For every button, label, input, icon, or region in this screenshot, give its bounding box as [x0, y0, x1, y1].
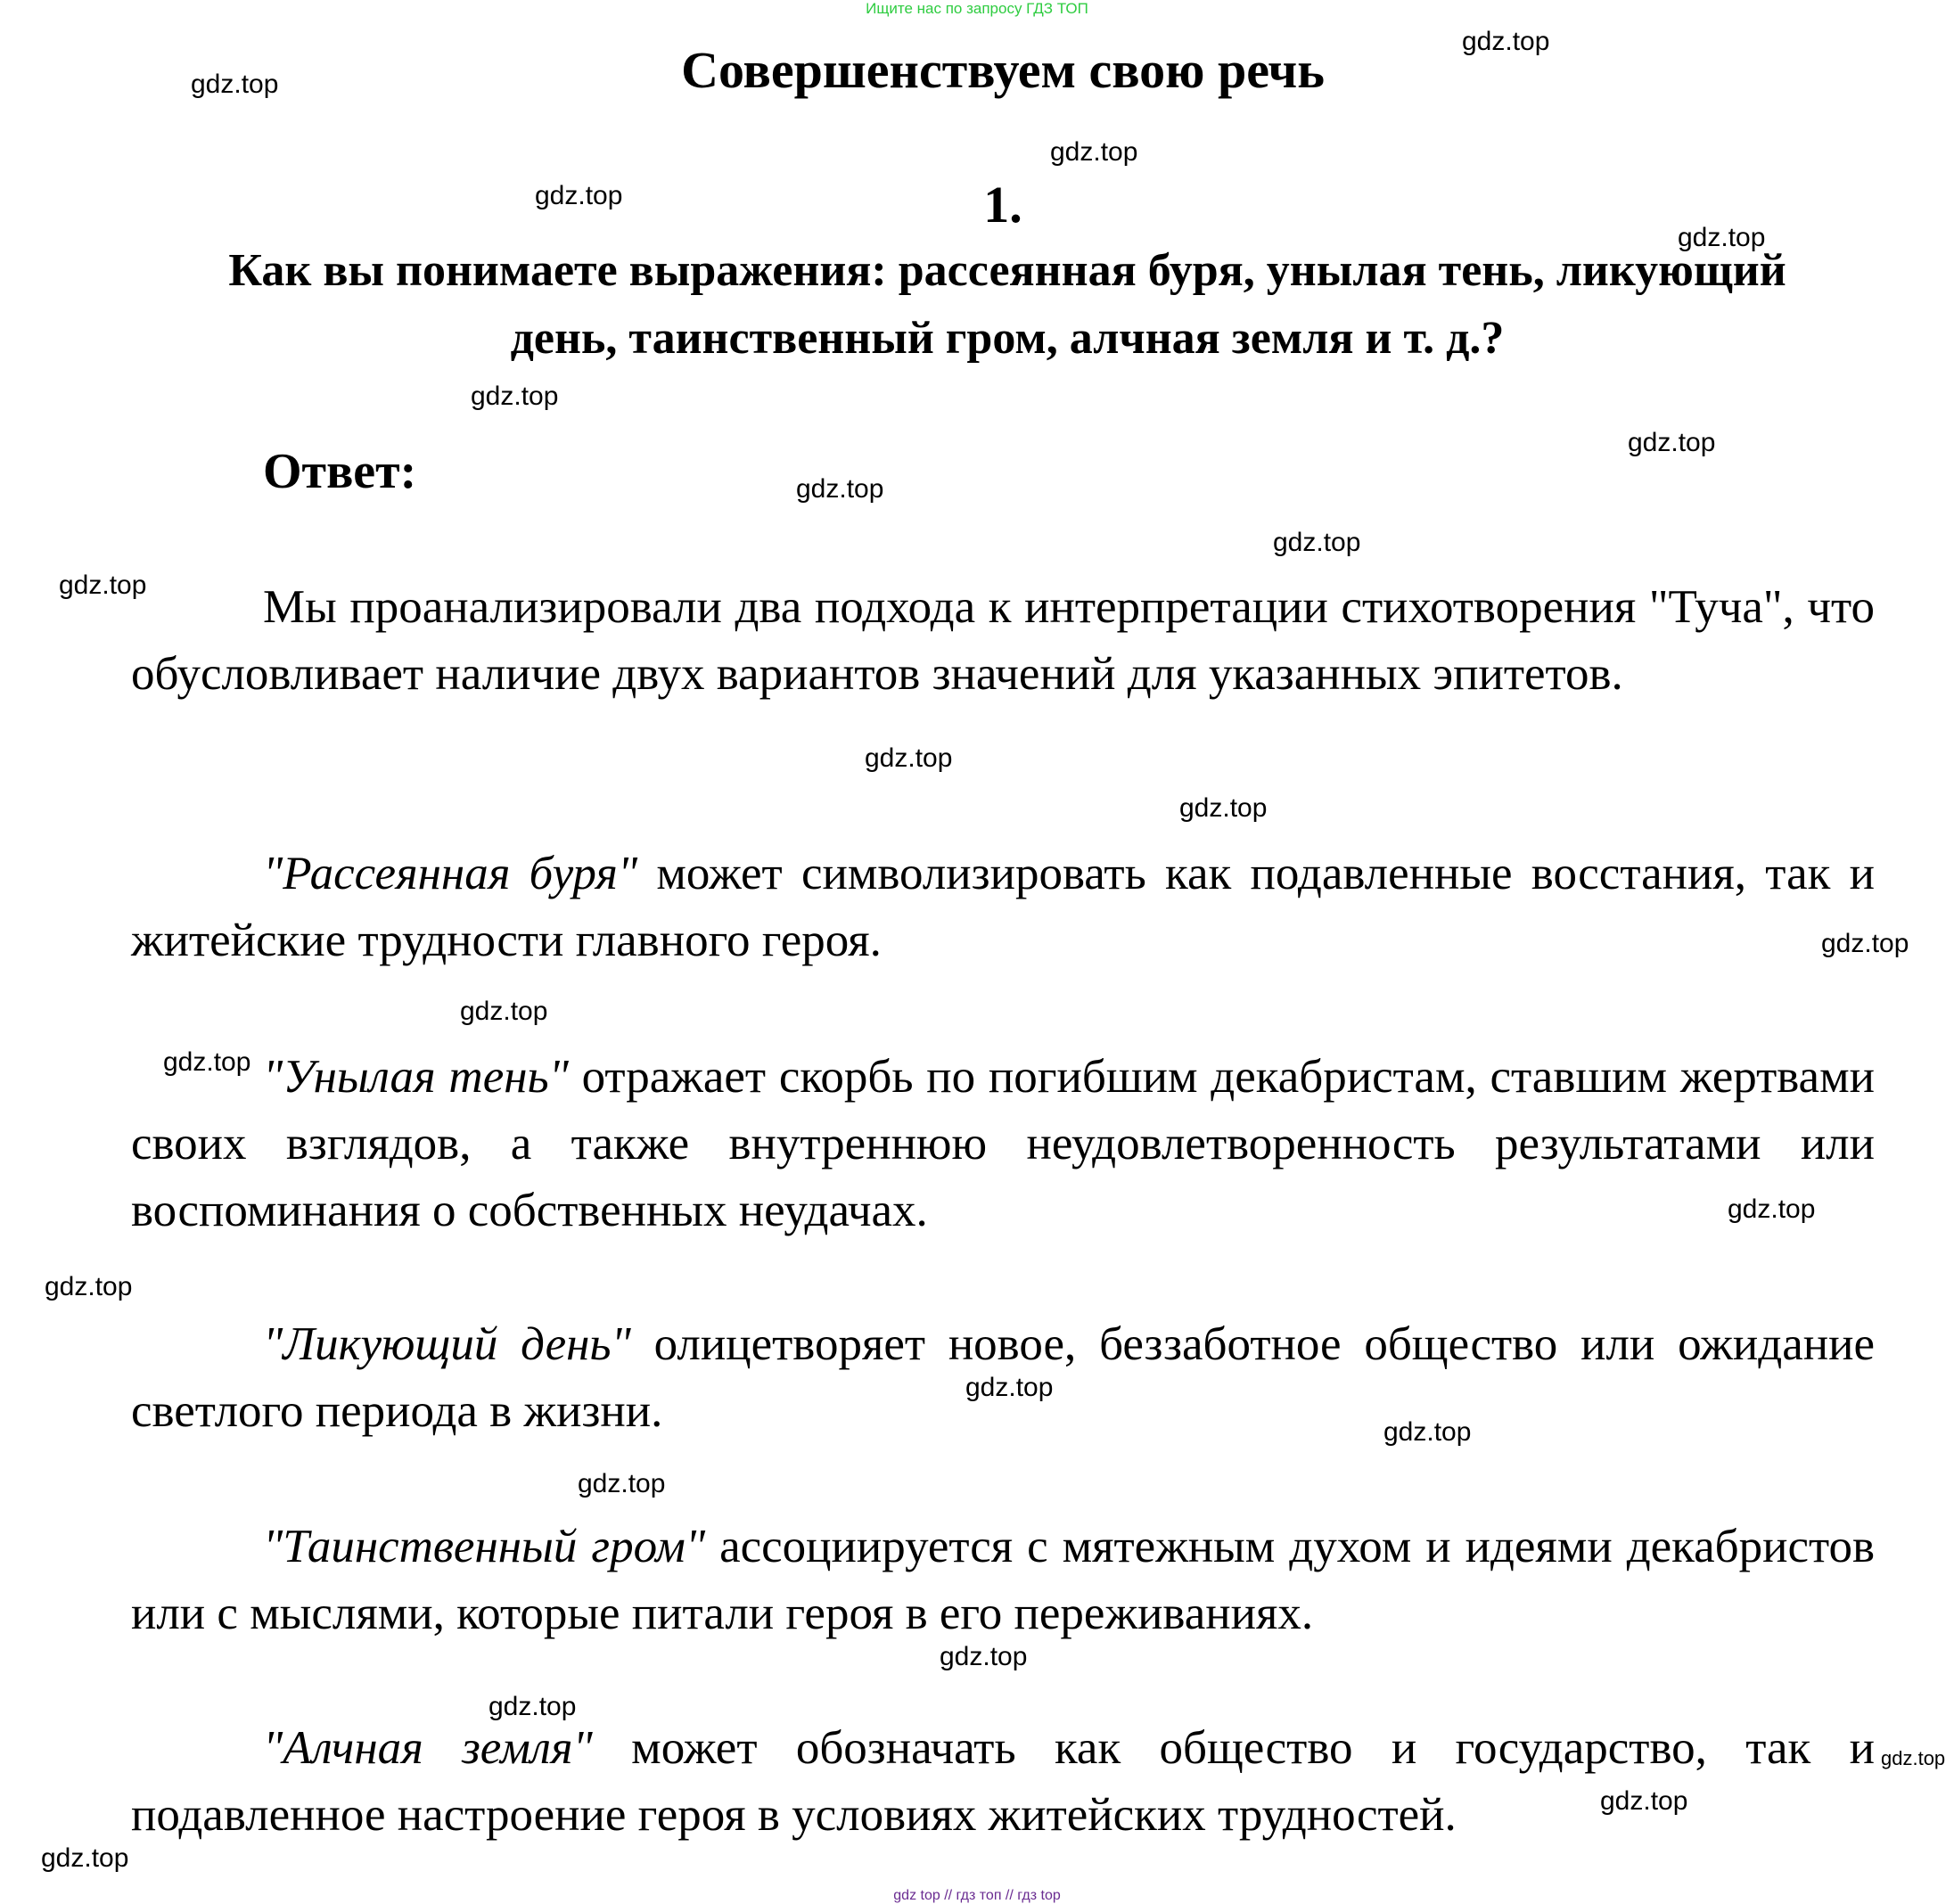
epithet-term: "Рассеянная буря" [263, 848, 638, 899]
watermark: gdz.top [471, 382, 559, 411]
epithet-explanation: ассоциируется с мятежным духом и идеями декабристов или с мыслями, которые питали героя в его переживаниях. [131, 1521, 1875, 1639]
watermark: gdz.top [796, 474, 884, 504]
question-text: Как вы понимаете выражения: рассеянная буря, унылая тень, ликующий день, таинственный гром, алчная земля и т. д.? [228, 245, 1786, 364]
answer-paragraph [131, 1044, 1875, 1244]
footer-watermark: gdz top // гдз топ // гдз top [893, 1888, 1061, 1903]
watermark: gdz.top [965, 1373, 1054, 1402]
epithet-term: "Алчная земля" [263, 1722, 593, 1774]
watermark: gdz.top [1821, 929, 1909, 958]
watermark: gdz.top [1678, 223, 1766, 252]
watermark: gdz.top [41, 1843, 129, 1873]
watermark: gdz.top [1050, 137, 1138, 167]
watermark: gdz.top [1728, 1194, 1816, 1224]
watermark: gdz.top [1628, 428, 1716, 457]
watermark: gdz.top [45, 1272, 133, 1301]
epithet-explanation: может обозначать как общество и государство, так и подавленное настроение героя в условиях житейских трудностей. [131, 1722, 1875, 1841]
top-banner: Ищите нас по запросу ГДЗ ТОП [866, 0, 1088, 17]
watermark: gdz.top [1179, 793, 1268, 823]
watermark: gdz.top [59, 570, 147, 600]
watermark: gdz.top [1600, 1786, 1688, 1816]
answer-intro: Мы проанализировали два подхода к интерпретации стихотворения "Туча", что обусловливает наличие двух вариантов значений для указанных эпитетов. [131, 581, 1875, 700]
page-title: Совершенствуем свою речь [681, 41, 1325, 99]
watermark: gdz.top [460, 997, 548, 1026]
watermark: gdz.top [1462, 27, 1550, 56]
epithet-term: "Унылая тень" [263, 1051, 569, 1103]
watermark: gdz.top [1881, 1747, 1946, 1769]
watermark: gdz.top [1273, 528, 1361, 557]
answer-paragraph [131, 1715, 1875, 1849]
watermark: gdz.top [865, 743, 953, 773]
epithet-explanation: отражает скорбь по погибшим декабристам, ставшим жертвами своих взглядов, а также внутреннюю неудовлетворенность результатами или воспоминания о собственных неудачах. [131, 1051, 1875, 1236]
watermark: gdz.top [940, 1642, 1028, 1671]
epithet-explanation: олицетворяет новое, беззаботное общество или ожидание светлого периода в жизни. [131, 1318, 1875, 1437]
task-number: 1. [983, 176, 1022, 234]
watermark: gdz.top [488, 1692, 577, 1721]
watermark: gdz.top [578, 1469, 666, 1498]
watermark: gdz.top [535, 181, 623, 210]
answer-paragraph [131, 841, 1875, 974]
answer-paragraph [131, 1514, 1875, 1647]
epithet-term: "Ликующий день" [263, 1318, 631, 1370]
watermark: gdz.top [163, 1047, 251, 1077]
answer-label: Ответ: [263, 444, 417, 499]
watermark: gdz.top [1383, 1417, 1472, 1447]
watermark: gdz.top [191, 70, 279, 99]
epithet-explanation: может символизировать как подавленные восстания, так и житейские трудности главного героя. [131, 848, 1875, 966]
epithet-term: "Таинственный гром" [263, 1521, 706, 1572]
